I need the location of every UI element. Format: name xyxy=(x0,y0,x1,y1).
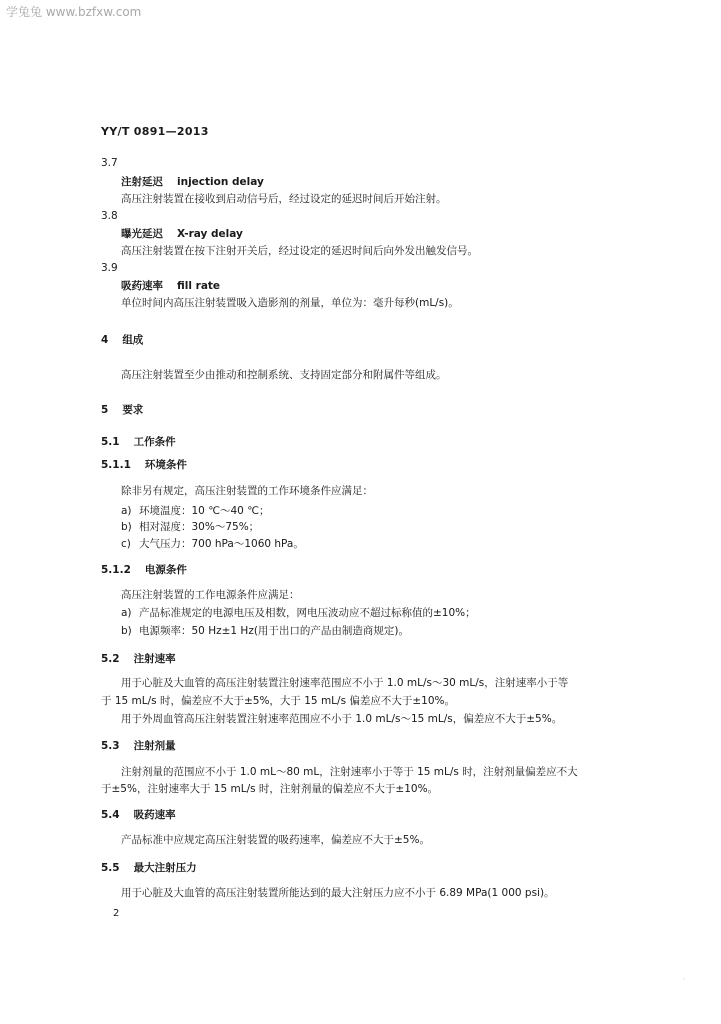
list-text: 电源频率：50 Hz±1 Hz(用于出口的产品由制造商规定)。 xyxy=(139,625,410,637)
paragraph: 产品标准中应规定高压注射装置的吸药速率，偏差应不大于±5%。 xyxy=(121,834,430,846)
term-heading xyxy=(121,176,264,189)
paragraph-line: 于±5%，注射速率大于 15 mL/s 时，注射剂量的偏差应不大于±10%。 xyxy=(101,783,439,795)
term-heading xyxy=(121,228,243,241)
subsection-heading xyxy=(101,862,197,875)
term-en: fill rate xyxy=(177,280,221,292)
paragraph-line: 用于心脏及大血管的高压注射装置注射速率范围应不小于 1.0 mL/s～30 mL/s，注射速率小于等 xyxy=(121,677,569,689)
term-definition: 高压注射装置在接收到启动信号后，经过设定的延迟时间后开始注射。 xyxy=(121,193,447,205)
section-title: 最大注射压力 xyxy=(133,862,197,874)
section-number: 5 xyxy=(101,404,109,416)
subsection-heading xyxy=(101,459,187,472)
list-item xyxy=(121,505,269,518)
subsection-heading xyxy=(101,809,176,822)
watermark-text: 学兔兔 www.bzfxw.com xyxy=(6,5,142,19)
paragraph: 除非另有规定，高压注射装置的工作环境条件应满足： xyxy=(121,485,373,497)
section-title: 工作条件 xyxy=(133,436,176,448)
term-en: X-ray delay xyxy=(177,228,243,240)
paragraph: 高压注射装置的工作电源条件应满足： xyxy=(121,589,300,601)
term-zh: 曝光延迟 xyxy=(121,228,163,240)
subsection-heading xyxy=(101,653,176,666)
term-zh: 注射延迟 xyxy=(121,176,163,188)
section-title: 注射剂量 xyxy=(133,740,176,752)
list-item xyxy=(121,607,476,620)
list-text: 相对湿度：30%～75%； xyxy=(139,521,260,533)
section-number: 4 xyxy=(101,334,109,346)
list-item xyxy=(121,521,259,534)
list-marker: b) xyxy=(121,625,132,637)
term-en: injection delay xyxy=(177,176,264,188)
paragraph-line: 注射剂量的范围应不小于 1.0 mL～80 mL，注射速率小于等于 15 mL/s 时，注射剂量偏差应不大 xyxy=(121,766,578,778)
section-number: 5.5 xyxy=(101,862,120,874)
paragraph-line: 于 15 mL/s 时，偏差应不大于±5%，大于 15 mL/s 偏差应不大于±10%。 xyxy=(101,695,456,707)
section-number: 5.1 xyxy=(101,436,120,448)
section-heading xyxy=(101,404,143,417)
term-zh: 吸药速率 xyxy=(121,280,163,292)
clause-number: 3.8 xyxy=(101,210,118,222)
section-heading xyxy=(101,334,143,347)
subsection-heading xyxy=(101,740,176,753)
list-item xyxy=(121,625,409,638)
section-title: 吸药速率 xyxy=(133,809,176,821)
paragraph: 高压注射装置至少由推动和控制系统、支持固定部分和附属件等组成。 xyxy=(121,369,447,381)
section-title: 环境条件 xyxy=(144,459,187,471)
section-title: 要求 xyxy=(122,404,144,416)
list-text: 产品标准规定的电源电压及相数，网电压波动应不超过标称值的±10%； xyxy=(139,607,476,619)
paragraph: 用于心脏及大血管的高压注射装置所能达到的最大注射压力应不小于 6.89 MPa(1 000 psi)。 xyxy=(121,887,555,899)
list-item xyxy=(121,538,304,551)
standard-code-header: YY/T 0891—2013 xyxy=(101,125,209,138)
corner-mark: · xyxy=(683,975,686,984)
section-number: 5.4 xyxy=(101,809,120,821)
list-marker: b) xyxy=(121,521,132,533)
section-title: 组成 xyxy=(122,334,144,346)
section-number: 5.1.2 xyxy=(101,564,131,576)
page-number: 2 xyxy=(113,908,120,919)
clause-number: 3.7 xyxy=(101,157,118,169)
subsection-heading xyxy=(101,564,187,577)
subsection-heading xyxy=(101,436,176,449)
list-marker: a) xyxy=(121,505,132,517)
section-number: 5.2 xyxy=(101,653,120,665)
section-title: 注射速率 xyxy=(133,653,176,665)
paragraph: 用于外周血管高压注射装置注射速率范围应不小于 1.0 mL/s～15 mL/s，偏差应不大于±5%。 xyxy=(121,713,563,725)
section-title: 电源条件 xyxy=(144,564,187,576)
list-marker: c) xyxy=(121,538,131,550)
term-definition: 单位时间内高压注射装置吸入造影剂的剂量，单位为：毫升每秒(mL/s)。 xyxy=(121,297,459,309)
term-heading xyxy=(121,280,220,293)
list-text: 大气压力：700 hPa～1060 hPa。 xyxy=(139,538,304,550)
list-text: 环境温度：10 ℃～40 ℃； xyxy=(139,505,270,517)
list-marker: a) xyxy=(121,607,132,619)
term-definition: 高压注射装置在按下注射开关后，经过设定的延迟时间后向外发出触发信号。 xyxy=(121,245,478,257)
section-number: 5.3 xyxy=(101,740,120,752)
section-number: 5.1.1 xyxy=(101,459,131,471)
clause-number: 3.9 xyxy=(101,262,118,274)
